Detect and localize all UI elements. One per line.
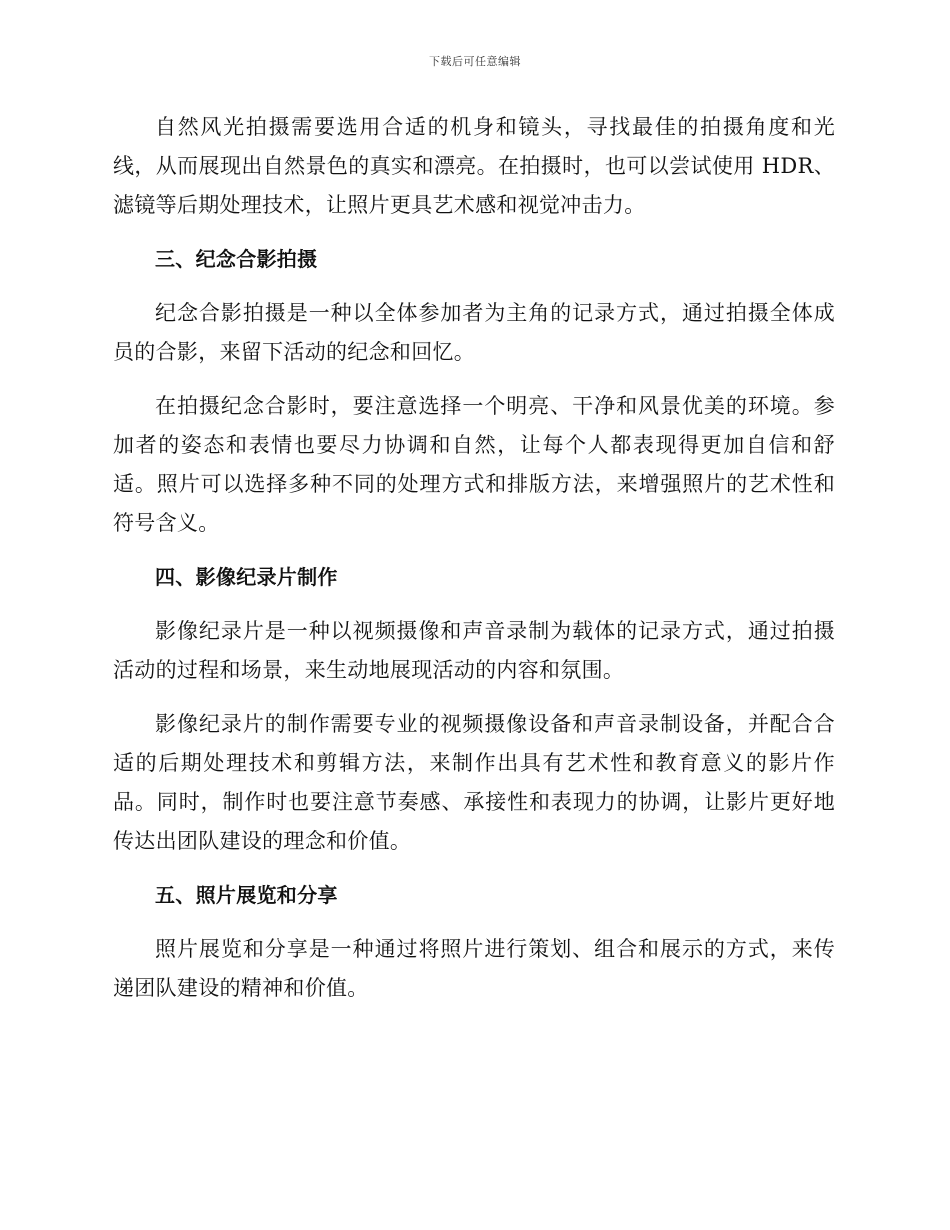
section-heading-5: 五、照片展览和分享 (155, 883, 338, 907)
paragraph-photo-exhibition: 照片展览和分享是一种通过将照片进行策划、组合和展示的方式，来传递团队建设的精神和价值。 (113, 937, 835, 1000)
paragraph-documentary-production: 影像纪录片的制作需要专业的视频摄像设备和声音录制设备，并配合合适的后期处理技术和剪辑方法，来制作出具有艺术性和教育意义的影片作品。同时，制作时也要注意节奏感、承接性和表现力的协调，让影片更好地传达出团队建设的理念和价值。 (113, 712, 835, 853)
section-heading-3: 三、纪念合影拍摄 (155, 247, 318, 271)
paragraph-landscape-photography: 自然风光拍摄需要选用合适的机身和镜头，寻找最佳的拍摄角度和光线，从而展现出自然景色的真实和漂亮。在拍摄时，也可以尝试使用 HDR、滤镜等后期处理技术，让照片更具艺术感和视觉冲击力。 (113, 115, 835, 217)
paragraph-documentary-intro: 影像纪录片是一种以视频摄像和声音录制为载体的记录方式，通过拍摄活动的过程和场景，来生动地展现活动的内容和氛围。 (113, 619, 835, 682)
paragraph-group-photo-intro: 纪念合影拍摄是一种以全体参加者为主角的记录方式，通过拍摄全体成员的合影，来留下活动的纪念和回忆。 (113, 301, 835, 364)
paragraph-group-photo-tips: 在拍摄纪念合影时，要注意选择一个明亮、干净和风景优美的环境。参加者的姿态和表情也要尽力协调和自然，让每个人都表现得更加自信和舒适。照片可以选择多种不同的处理方式和排版方法，来增强照片的艺术性和符号含义。 (113, 394, 835, 535)
page-header-note: 下载后可任意编辑 (429, 55, 521, 68)
section-heading-4: 四、影像纪录片制作 (155, 565, 338, 589)
document-body (113, 108, 835, 1023)
